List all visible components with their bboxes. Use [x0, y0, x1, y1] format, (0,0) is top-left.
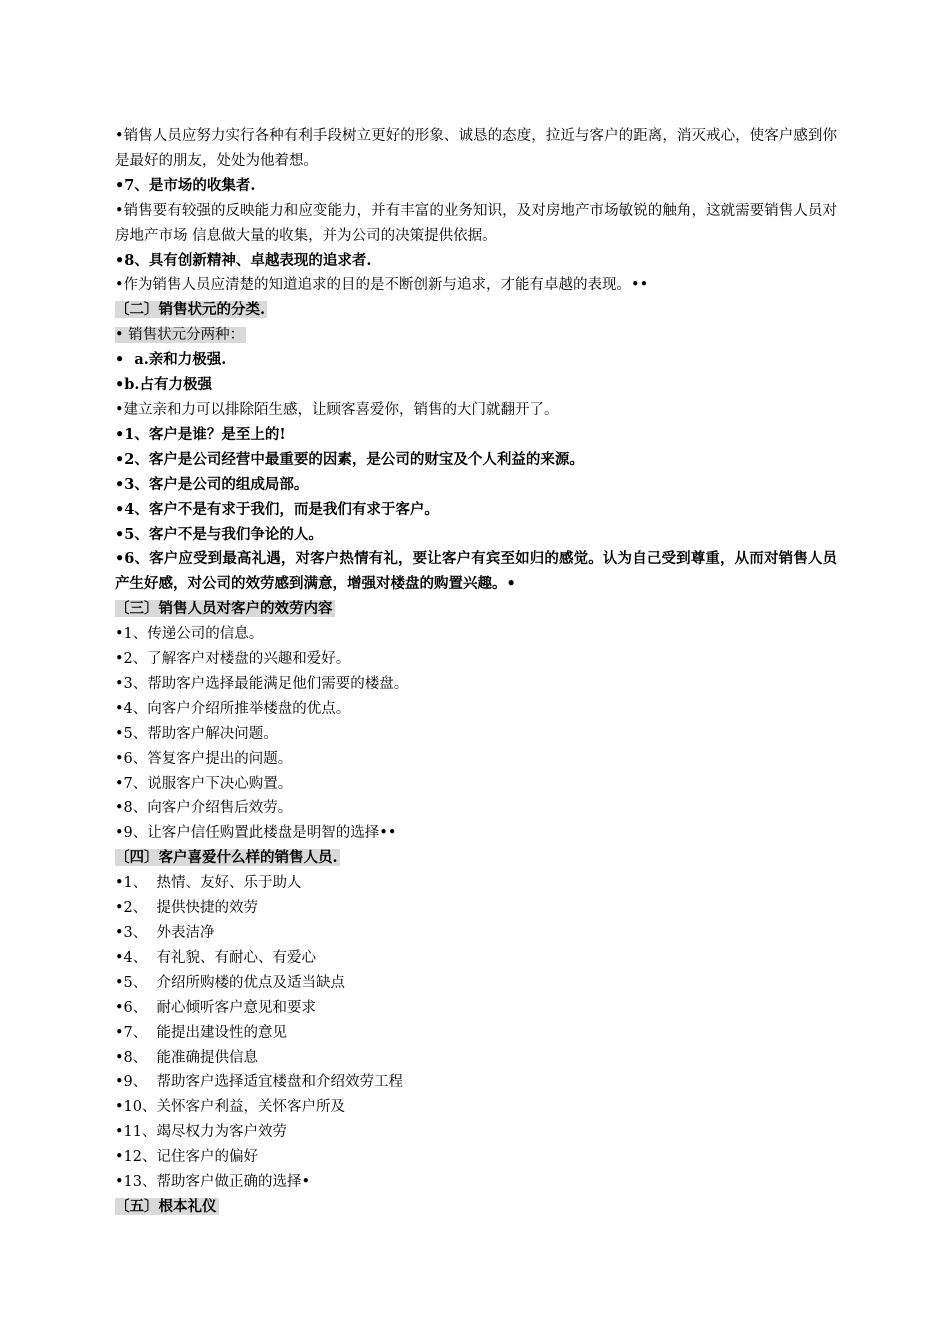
paragraph-affinity: •建立亲和力可以排除陌生感，让顾客喜爱你，销售的大门就翻开了。 [115, 401, 559, 418]
service-item-3: •3、帮助客户选择最能满足他们需要的楼盘。 [115, 675, 409, 692]
type-b-item: •b.占有力极强 [115, 376, 212, 394]
customer-item-6: •6、客户应受到最高礼遇，对客户热情有礼，要让客户有宾至如归的感觉。认为自己受到尊重，从而对销售人员产生好感，对公司的效劳感到满意，增强对楼盘的购置兴趣。• [115, 550, 837, 593]
preference-item-2: •2、 提供快捷的效劳 [115, 900, 258, 917]
preference-item-9: •9、 帮助客户选择适宜楼盘和介绍效劳工程 [115, 1074, 403, 1091]
service-item-5: •5、帮助客户解决问题。 [115, 725, 278, 742]
service-item-6: •6、答复客户提出的问题。 [115, 750, 293, 767]
customer-item-4: •4、客户不是有求于我们，而是我们有求于客户。 [115, 500, 439, 518]
preference-item-5: •5、 介绍所购楼的优点及适当缺点 [115, 974, 345, 991]
preference-item-7: •7、 能提出建设性的意见 [115, 1024, 287, 1041]
section-4-heading: 〔四〕客户喜爱什么样的销售人员. [115, 849, 338, 867]
preference-item-10: •10、关怀客户利益，关怀客户所及 [115, 1099, 346, 1116]
service-item-9: •9、让客户信任购置此楼盘是明智的选择•• [115, 825, 397, 842]
paragraph-image-building: •销售人员应努力实行各种有利手段树立更好的形象、诚恳的态度，拉近与客户的距离，消灭戒心，使客户感到你是最好的朋友，处处为他着想。 [115, 128, 837, 169]
preference-item-6: •6、 耐心倾听客户意见和要求 [115, 999, 316, 1016]
item-8-heading: •8、具有创新精神、卓越表现的追求者. [115, 251, 372, 269]
preference-item-11: •11、竭尽权力为客户效劳 [115, 1124, 288, 1141]
preference-item-3: •3、 外表洁净 [115, 925, 215, 941]
customer-item-2: •2、客户是公司经营中最重要的因素，是公司的财宝及个人利益的来源。 [115, 450, 584, 468]
customer-item-5: •5、客户不是与我们争论的人。 [115, 525, 323, 543]
document-body [115, 124, 837, 1220]
section-5-heading: 〔五〕根本礼仪 [115, 1197, 217, 1215]
paragraph-market-info: •销售要有较强的反映能力和应变能力，并有丰富的业务知识，及对房地产市场敏锐的触角，这就需要销售人员对房地产市场 信息做大量的收集，并为公司的决策提供依据。 [115, 202, 837, 244]
preference-item-8: •8、 能准确提供信息 [115, 1049, 258, 1066]
service-item-2: •2、了解客户对楼盘的兴趣和爱好。 [115, 651, 351, 668]
section-2-heading: 〔二〕销售状元的分类. [115, 301, 266, 319]
customer-item-3: •3、客户是公司的组成局部。 [115, 475, 309, 493]
service-item-7: •7、说服客户下决心购置。 [115, 775, 293, 792]
customer-item-1: •1、客户是谁？是至上的! [115, 425, 286, 443]
paragraph-innovation: •作为销售人员应清楚的知道追求的目的是不断创新与追求，才能有卓越的表现。•• [115, 277, 649, 294]
item-7-heading: •7、是市场的收集者. [115, 176, 256, 194]
preference-item-13: •13、帮助客户做正确的选择• [115, 1174, 311, 1191]
preference-item-12: •12、记住客户的偏好 [115, 1149, 259, 1166]
section-3-heading: 〔三〕销售人员对客户的效劳内容 [115, 600, 333, 618]
preference-item-4: •4、 有礼貌、有耐心、有爱心 [115, 949, 316, 966]
section-2-intro: • 销售状元分两种： [115, 327, 245, 344]
type-a-item: • a.亲和力极强. [115, 351, 227, 369]
preference-item-1: •1、 热情、友好、乐于助人 [115, 875, 302, 892]
service-item-1: •1、传递公司的信息。 [115, 626, 264, 643]
service-item-4: •4、向客户介绍所推举楼盘的优点。 [115, 700, 351, 717]
service-item-8: •8、向客户介绍售后效劳。 [115, 800, 293, 817]
